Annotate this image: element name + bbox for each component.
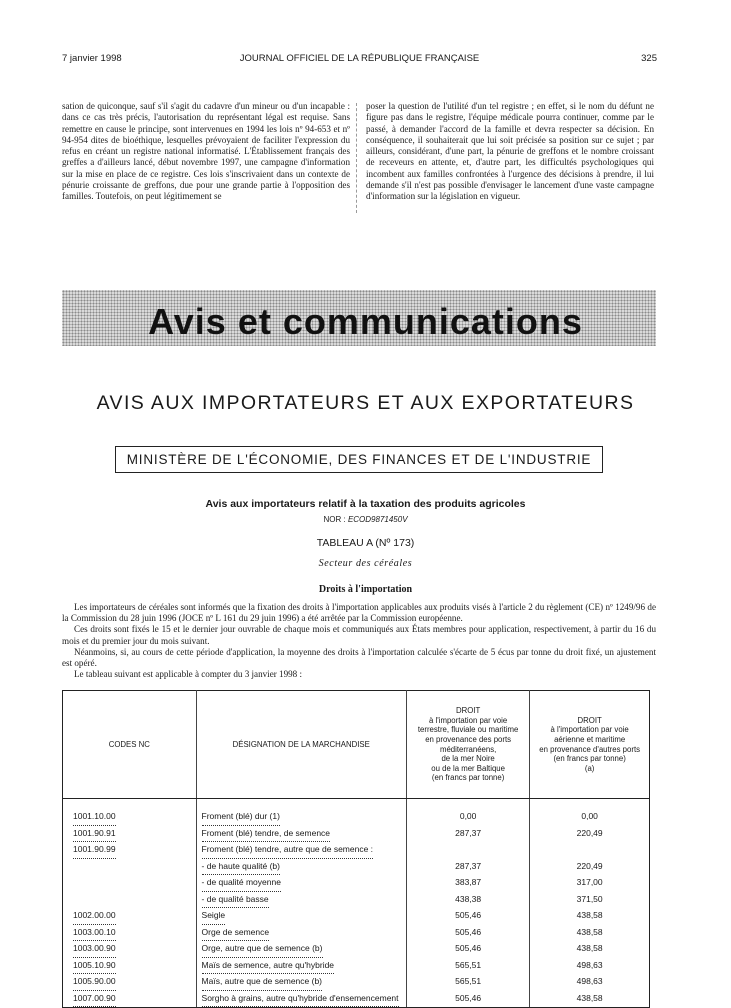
table-row: [63, 892, 650, 909]
nc-code-cell: 1002.00.00: [73, 908, 116, 925]
table-row: [63, 826, 650, 843]
left-column-text: sation de quiconque, sauf s'il s'agit du cadavre d'un mineur ou d'un incapable : dans ce cas très précis, l'autorisation du représentant légal est requise. Sans remettre en cause le principe, sont intervenues en 1994 les lois nº 94-653 et nº 94-954 dites de bioéthique, lesquelles prévoyaient de faciliter l'expression du refus en créant un registre national informatisé. L'Établissement français des greffes a d'ailleurs lancé, début novembre 1997, une campagne d'information sur la mise en place de ce registre. Ces lois s'inscrivaient dans un contexte de pénurie croissante de greffons, due pour une grande partie à l'opposition des familles. Toutefois, on peut légitimement se: [62, 101, 350, 202]
nc-code-cell: 1007.00.90: [73, 991, 116, 1008]
droit-terrestre-cell: 505,46: [455, 926, 482, 937]
droits-heading: Droits à l'importation: [318, 584, 413, 595]
table-row: [63, 941, 650, 958]
nor-code: ECOD9871450V: [347, 515, 408, 524]
column-divider: [356, 103, 357, 213]
droit-terrestre-cell: 383,87: [455, 877, 482, 887]
nc-code-cell: 1001.10.00: [73, 809, 116, 826]
droit-aerien-cell: 438,58: [576, 992, 603, 1003]
droit-aerien-cell: 438,58: [576, 943, 603, 953]
table-row: [63, 925, 650, 942]
nc-code-cell: 1001.90.91: [73, 826, 116, 843]
designation-cell: Sorgho à grains, autre qu'hybride d'ensemencement: [202, 991, 399, 1008]
droit-aerien-cell: 438,58: [576, 926, 603, 937]
header-date: 7 janvier 1998: [62, 53, 122, 64]
droit-aerien-cell: 0,00: [581, 811, 598, 821]
notice-body: [62, 602, 656, 680]
running-header: [62, 53, 657, 67]
designation-cell: Orge de semence: [202, 925, 270, 942]
droit-terrestre-cell: 287,37: [455, 827, 482, 838]
table-row: [63, 799, 650, 826]
droit-aerien-cell: 371,50: [576, 893, 603, 904]
droit-terrestre-cell: 565,51: [455, 959, 482, 970]
body-paragraph: Néanmoins, si, au cours de cette période d'application, la moyenne des droits à l'importation calculée s'écarte de 5 écus par tonne du droit fixé, un ajustement est opéré.: [62, 646, 656, 669]
notice-title: Avis aux importateurs relatif à la taxation des produits agricoles: [205, 498, 526, 510]
nor-label: NOR :: [323, 515, 346, 524]
designation-cell: Froment (blé) dur (1): [202, 809, 280, 826]
droit-terrestre-cell: 505,46: [455, 943, 482, 953]
header-journal-title: JOURNAL OFFICIEL DE LA RÉPUBLIQUE FRANÇAISE: [239, 53, 480, 64]
designation-cell: Maïs de semence, autre qu'hybride: [202, 958, 335, 975]
body-paragraph: Les importateurs de céréales sont informés que la fixation des droits à l'importation applicables aux produits visés à l'article 2 du règlement (CE) nº 1249/96 de la Commission du 28 juin 1996 (JOCE nº L 161 du 29 juin 1996) a été arrêtée par la Commission européenne.: [62, 602, 656, 624]
droit-terrestre-cell: 0,00: [459, 811, 477, 821]
table-row: [63, 842, 650, 859]
body-paragraph: Ces droits sont fixés le 15 et le dernier jour ouvrable de chaque mois et communiqués aux États membres pour application, respectivement, à partir du 16 du mois et du premier jour du mois suivant.: [62, 624, 656, 646]
nc-code-cell: 1005.10.90: [73, 958, 116, 975]
header-page-number: 325: [641, 53, 657, 64]
nc-code-cell: 1005.90.00: [73, 974, 116, 991]
table-row: [63, 875, 650, 892]
designation-cell: Orge, autre que de semence (b): [202, 941, 323, 958]
droit-terrestre-cell: 438,38: [455, 893, 482, 904]
droit-terrestre-cell: 565,51: [455, 976, 482, 986]
nc-code-cell: 1001.90.99: [73, 842, 116, 859]
header-designation: DÉSIGNATION DE LA MARCHANDISE: [196, 691, 406, 799]
designation-cell: - de qualité basse: [202, 892, 269, 909]
nor-reference: [0, 515, 731, 524]
designation-cell: - de qualité moyenne: [202, 875, 281, 892]
table-row: [63, 908, 650, 925]
duties-table: [62, 690, 650, 1008]
section-banner-title: Avis et communications: [148, 301, 583, 342]
table-row: [63, 958, 650, 975]
designation-cell: - de haute qualité (b): [202, 859, 280, 876]
right-column-text: poser la question de l'utilité d'un tel registre ; en effet, si le nom du défunt ne figure pas dans le registre, l'équipe médicale pourra continuer, comme par le passé, à demander l'accord de la famille et devra respecter sa décision. En conséquence, il souhaiterait que lui soit précisée sa position sur ce sujet ; par ailleurs, considérant, d'une part, la pénurie de greffons et le nombre croissant de receveurs en attente, et, d'autre part, les difficultés psychologiques qui incombent aux familles confrontées à l'urgence des décisions à prendre, il lui demande s'il n'est pas possible d'envisager le lancement d'une vaste campagne d'information sur la législation en vigueur.: [366, 101, 654, 202]
droit-aerien-cell: 438,58: [576, 910, 603, 920]
droit-terrestre-cell: 505,46: [455, 910, 482, 920]
section-title: AVIS AUX IMPORTATEURS ET AUX EXPORTATEURS: [96, 392, 635, 414]
droit-aerien-cell: 498,63: [576, 976, 603, 986]
droit-aerien-cell: 220,49: [576, 860, 603, 871]
droit-terrestre-cell: 287,37: [455, 860, 482, 871]
nc-code-cell: 1003.00.10: [73, 925, 116, 942]
droit-aerien-cell: 317,00: [576, 877, 603, 887]
designation-cell: Seigle: [202, 908, 226, 925]
header-codes: CODES NC: [63, 691, 197, 799]
nc-code-cell: 1003.00.90: [73, 941, 116, 958]
ministry-box: MINISTÈRE DE L'ÉCONOMIE, DES FINANCES ET DE L'INDUSTRIE: [115, 446, 603, 473]
table-row: [63, 974, 650, 991]
table-body: [63, 799, 650, 1008]
header-droit-aerien: DROIT à l'importation par voie aérienne et maritime en provenance d'autres ports (en francs par tonne) (a): [530, 691, 650, 799]
designation-cell: Froment (blé) tendre, autre que de semence :: [202, 842, 374, 859]
body-paragraph: Le tableau suivant est applicable à compter du 3 janvier 1998 :: [74, 669, 303, 680]
table-row: [63, 859, 650, 876]
tableau-heading: TABLEAU A (Nº 173): [316, 537, 415, 549]
designation-cell: Froment (blé) tendre, de semence: [202, 826, 331, 843]
secteur-heading: Secteur des céréales: [318, 558, 413, 569]
table-header-row: [63, 691, 650, 799]
droit-aerien-cell: 498,63: [576, 959, 603, 970]
droit-aerien-cell: 220,49: [576, 827, 603, 838]
table-row: [63, 991, 650, 1008]
designation-cell: Maïs, autre que de semence (b): [202, 974, 322, 991]
droit-terrestre-cell: 505,46: [455, 992, 482, 1003]
header-droit-terrestre: DROIT à l'importation par voie terrestre, fluviale ou maritime en provenance des ports méditerranéens, de la mer Noire ou de la mer Baltique (en francs par tonne): [406, 691, 529, 799]
